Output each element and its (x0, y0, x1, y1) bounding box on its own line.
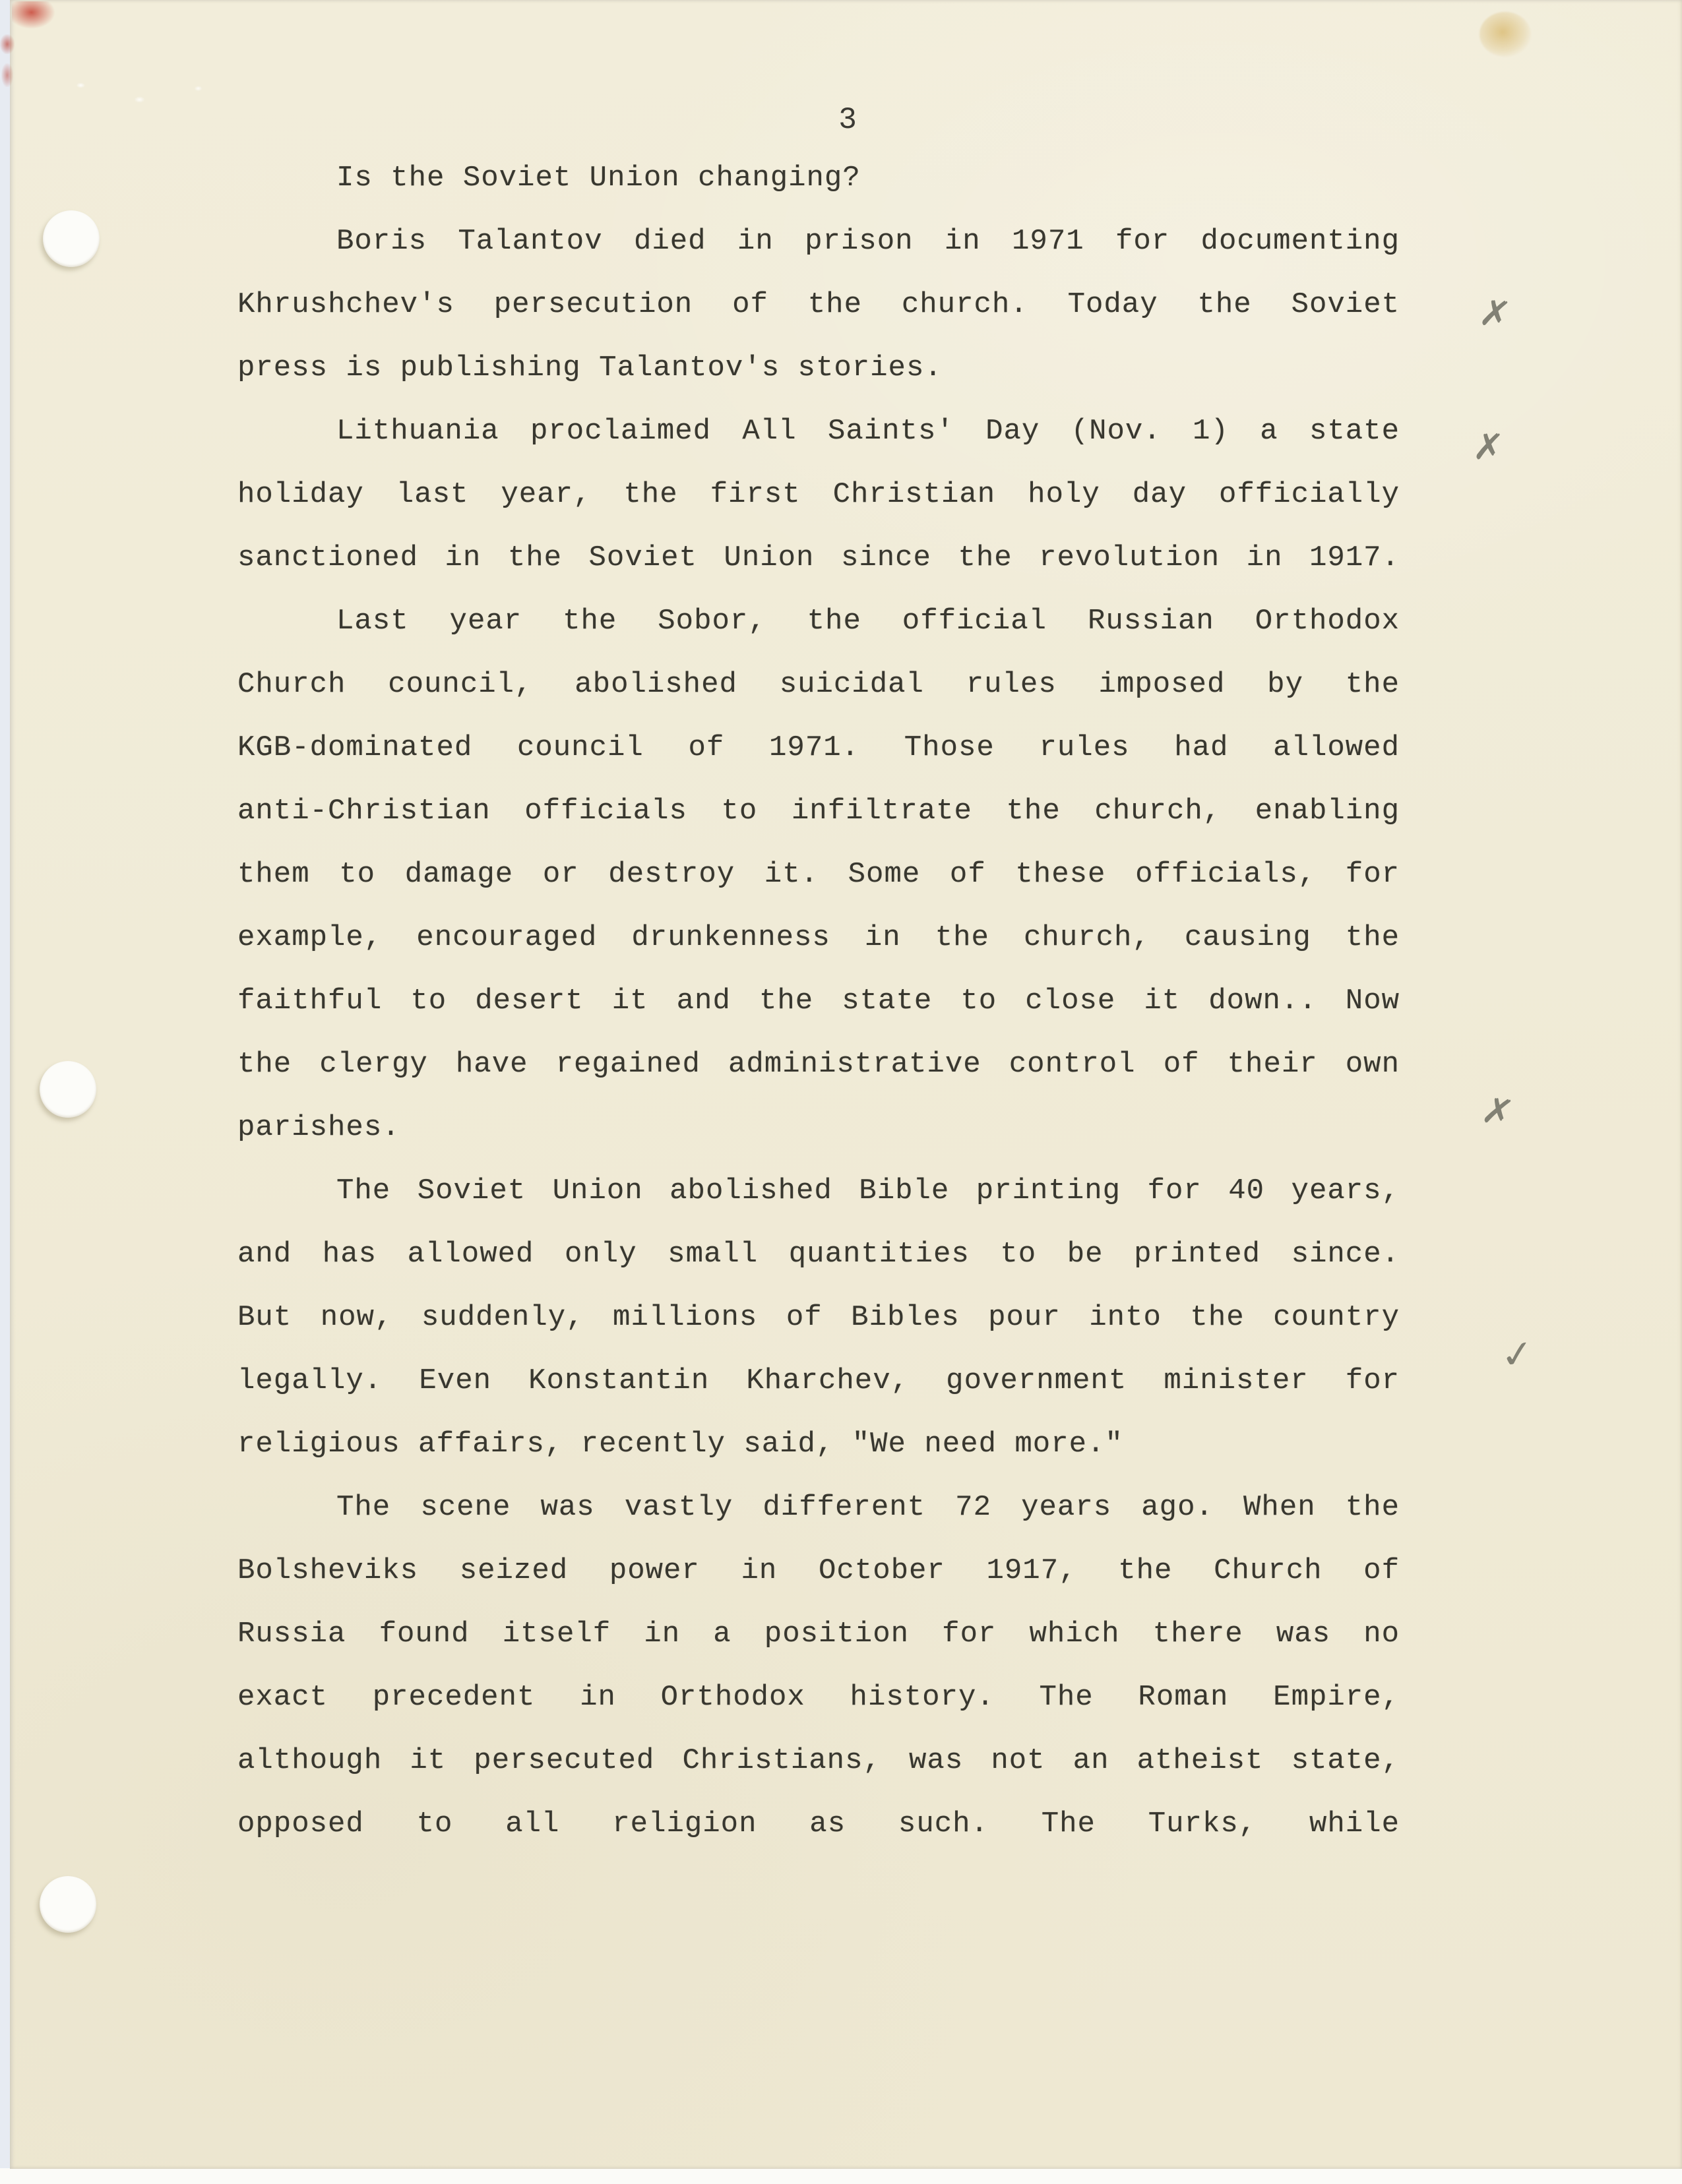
paper-sheet (10, 0, 1682, 2169)
pencil-check-mark: ✗ (1471, 425, 1506, 470)
hole-punch (40, 1876, 96, 1933)
typed-line: and has allowed only small quantities to be printed since. (237, 1238, 1400, 1271)
hole-punch (40, 1061, 96, 1118)
typed-line: sanctioned in the Soviet Union since the revolution in 1917. (237, 541, 1400, 574)
typed-line: Lithuania proclaimed All Saints' Day (Nov. 1) a state (336, 415, 1400, 448)
typed-line: Khrushchev's persecution of the church. Today the Soviet (237, 288, 1400, 321)
typed-line: press is publishing Talantov's stories. (237, 351, 943, 384)
typed-line: exact precedent in Orthodox history. The Roman Empire, (237, 1681, 1400, 1714)
scan-artifact-red (1, 63, 13, 87)
hole-punch (43, 210, 100, 267)
pencil-check-mark: ✗ (1478, 1087, 1518, 1137)
typed-line: parishes. (237, 1111, 400, 1144)
typed-line: Bolsheviks seized power in October 1917, the Church of (237, 1554, 1400, 1587)
typed-line: Is the Soviet Union changing? (336, 162, 861, 195)
typed-line: the clergy have regained administrative control of their own (237, 1048, 1400, 1081)
scan-artifact-red (0, 34, 15, 54)
paper-stain (1480, 12, 1531, 57)
typed-line: faithful to desert it and the state to close it down.. Now (237, 985, 1400, 1017)
typed-line: The Soviet Union abolished Bible printing for 40 years, (336, 1174, 1400, 1207)
typed-line: although it persecuted Christians, was not an atheist state, (237, 1744, 1400, 1777)
typed-line: example, encouraged drunkenness in the church, causing the (237, 921, 1400, 954)
typed-line: Boris Talantov died in prison in 1971 for documenting (336, 225, 1400, 258)
typed-line: Russia found itself in a position for which there was no (237, 1618, 1400, 1651)
pencil-check-mark: ✗ (1476, 290, 1514, 338)
typed-line: Last year the Sobor, the official Russian Orthodox (336, 605, 1400, 638)
typed-line: The scene was vastly different 72 years ago. When the (336, 1491, 1400, 1524)
typed-line: opposed to all religion as such. The Turks, while (237, 1807, 1400, 1840)
typed-line: legally. Even Konstantin Kharchev, government minister for (237, 1364, 1400, 1397)
typed-line: Church council, abolished suicidal rules imposed by the (237, 668, 1400, 701)
typed-line: But now, suddenly, millions of Bibles pour into the country (237, 1301, 1400, 1334)
scanner-edge-bottom (0, 2168, 1682, 2184)
typed-line: holiday last year, the first Christian holy day officially (237, 478, 1400, 511)
scanner-edge-left (0, 0, 10, 2184)
paper-crease-marks (59, 76, 237, 107)
typed-line: KGB-dominated council of 1971. Those rules had allowed (237, 731, 1400, 764)
page-number: 3 (838, 103, 857, 137)
typed-line: anti-Christian officials to infiltrate the church, enabling (237, 795, 1400, 828)
scan-artifact-red (12, 1, 55, 29)
typed-text (237, 146, 1400, 1856)
typed-line: religious affairs, recently said, "We need more." (237, 1428, 1123, 1461)
typed-line: them to damage or destroy it. Some of these officials, for (237, 858, 1400, 891)
pencil-check-mark: ✓ (1497, 1331, 1538, 1379)
